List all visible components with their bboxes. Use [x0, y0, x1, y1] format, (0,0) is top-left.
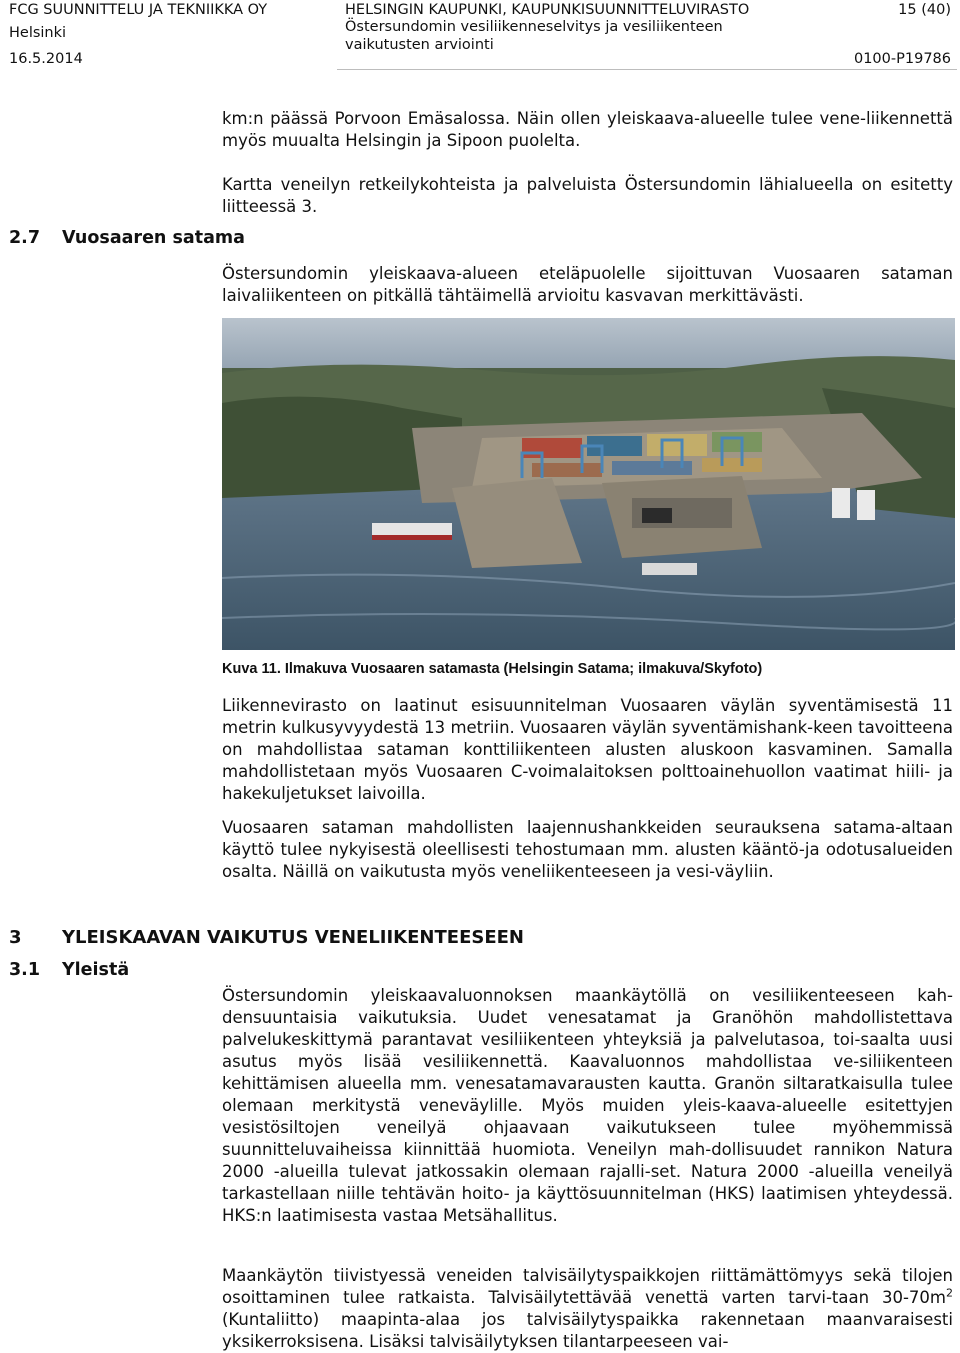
paragraph: km:n päässä Porvoon Emäsalossa. Näin ollen yleiskaava-alueelle tulee vene-liikennettä myös muualta Helsingin ja Sipoon puolelta. [222, 109, 953, 150]
section-number: 3 [9, 927, 22, 948]
section-number: 3.1 [9, 960, 41, 980]
paragraph: Östersundomin yleiskaava-alueen eteläpuolelle sijoittuvan Vuosaaren sataman laivaliikenteen on pitkällä tähtäimellä arvioitu kasvavan merkittävästi. [222, 264, 953, 305]
paragraph: Vuosaaren sataman mahdollisten laajennushankkeiden seurauksena satama-altaan käyttö tulee nykyisestä oleellisesti tehostumaan mm. alusten kääntö-ja odotusalueiden osalta. Näillä on vaikutusta myös veneliikenteeseen ja vesi-väyliin. [222, 818, 953, 881]
aerial-photo-vuosaari-harbour [222, 318, 955, 650]
city: Helsinki [9, 25, 67, 41]
paragraph: Liikennevirasto on laatinut esisuunnitelman Vuosaaren väylän syventämisestä 11 metrin kulkusyvyydestä 13 metriin. Vuosaaren väylän syventämishank-keen tavoitteena on mahdollistaa sataman konttiliikenteen alusten aluskoon kasvaminen. Samalla mahdollistetaan myös Vuosaaren C-voimalaitoksen polttoainehuollon vaatimat hiili- ja hakekuljetukset laivoilla. [222, 696, 953, 803]
header-rule [337, 69, 957, 70]
section-heading-3-1 [9, 960, 129, 980]
page-header [0, 0, 960, 74]
page-number: 15 (40) [898, 2, 951, 18]
report-title-line-1: Östersundomin vesiliikenneselvitys ja vesiliikenteen [345, 19, 723, 35]
figure-caption: Kuva 11. Ilmakuva Vuosaaren satamasta (Helsingin Satama; ilmakuva/Skyfoto) [222, 661, 763, 677]
section-heading-2-7 [9, 228, 245, 248]
paragraph-part: (Kuntaliitto) maapinta-alaa jos talvisäilytyspaikka rakennetaan maanvaraisesti yksikerroksisena. Lisäksi talvisäilytyksen tilantarpeeseen vai- [222, 1310, 953, 1351]
section-heading-3 [9, 927, 524, 948]
paragraph: Östersundomin yleiskaavaluonnoksen maankäytöllä on vesiliikenteeseen kah-densuuntaisia vaikutuksia. Uudet venesatamat ja Granöhön mahdollistettava palvelukeskittymä parantavat vesiliikenteen yhteyksiä ja palvelutasoa, toi-saalta uusi asutus myös lisää vesiliikennettä. Kaavaluonnos mahdollistaa ve-siliikenteen kehittämisen alueella mm. venesatamavarausten kautta. Granön siltaratkaisulla tulee olemaan merkitystä veneväylille. Myös muiden yleis-kaava-alueelle esitettyjen vesistösiltojen veneilyä ohjaavaan vaikutukseen tulee myöhemmissä suunnitteluvaiheissa kiinnittää huomiota. Veneilyn mah-dollisuudet rannikon Natura 2000 -alueilla tulevat jatkossakin olemaan rajalli-set. Natura 2000 -alueilla veneilyä tarkastellaan niille tehtävän hoito- ja käyttösuunnitelman (HKS) laatimisen yhteydessä. HKS:n laatimisesta vastaa Metsähallitus. [222, 986, 953, 1225]
paragraph [222, 1265, 953, 1353]
paragraph: Kartta veneilyn retkeilykohteista ja palveluista Östersundomin lähialueella on esitetty liitteessä 3. [222, 175, 953, 216]
section-title: Yleistä [62, 960, 130, 980]
harbour-illustration [222, 318, 955, 650]
report-title-line-2: vaikutusten arviointi [345, 37, 494, 53]
section-title: YLEISKAAVAN VAIKUTUS VENELIIKENTEESEEN [62, 927, 524, 948]
section-number: 2.7 [9, 228, 41, 248]
paragraph-part: Maankäytön tiivistyessä veneiden talvisäilytyspaikkojen riittämättömyys sekä tilojen osoittaminen tulee ratkaista. Talvisäilytettävää venettä varten tarvi-taan 30-70m [222, 1266, 953, 1307]
client-name: HELSINGIN KAUPUNKI, KAUPUNKISUUNNITTELUVIRASTO [345, 2, 750, 18]
section-title: Vuosaaren satama [62, 228, 245, 248]
superscript: 2 [946, 1286, 953, 1300]
company-name: FCG SUUNNITTELU JA TEKNIIKKA OY [9, 2, 268, 18]
project-number: 0100-P19786 [853, 51, 951, 67]
document-date: 16.5.2014 [9, 51, 83, 67]
